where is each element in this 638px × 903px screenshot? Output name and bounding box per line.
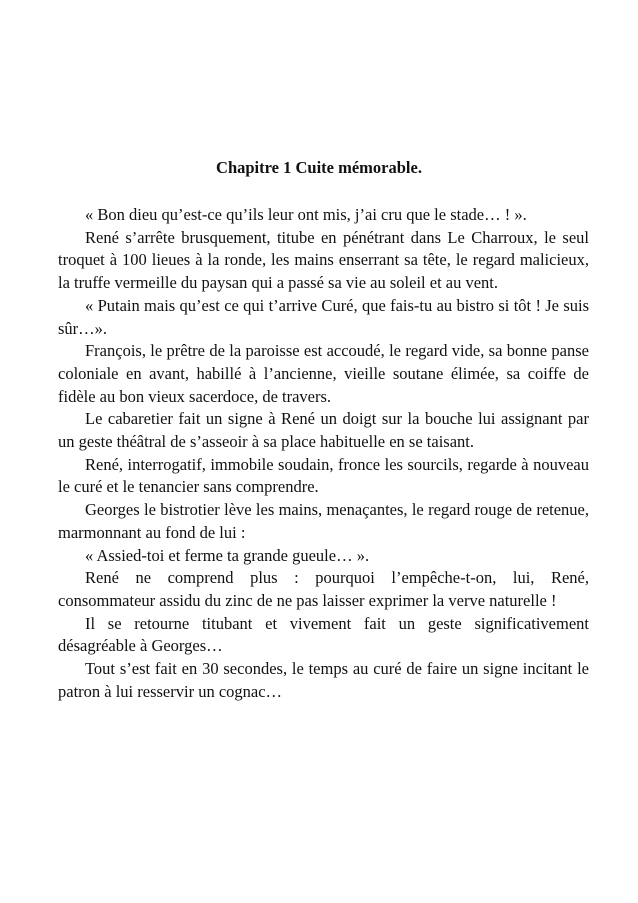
paragraph: René s’arrête brusquement, titube en pénétrant dans Le Charroux, le seul troquet à 100 lieues à la ronde, les mains enserrant sa tête, le regard malicieux, la truffe vermeille du paysan qui a passé sa vie au soleil et au vent. xyxy=(58,227,589,293)
chapter-body xyxy=(58,204,589,703)
paragraph: René ne comprend plus : pourquoi l’empêche-t-on, lui, René, consommateur assidu du zinc de ne pas laisser exprimer la verve naturelle ! xyxy=(58,568,589,610)
paragraph: François, le prêtre de la paroisse est accoudé, le regard vide, sa bonne panse coloniale en avant, habillé à l’ancienne, vieille soutane élimée, sa coiffe de fidèle au bon vieux sacerdoce, de travers. xyxy=(58,341,589,406)
paragraph: « Putain mais qu’est ce qui t’arrive Curé, que fais-tu au bistro si tôt ! Je suis sûr…». xyxy=(58,295,589,338)
paragraph: Georges le bistrotier lève les mains, menaçantes, le regard rouge de retenue, marmonnant au fond de lui : xyxy=(58,500,589,542)
paragraph: Tout s’est fait en 30 secondes, le temps au curé de faire un signe incitant le patron à lui resservir un cognac… xyxy=(58,659,589,701)
paragraph: « Assied-toi et ferme ta grande gueule… ». xyxy=(85,545,370,565)
paragraph: René, interrogatif, immobile soudain, fronce les sourcils, regarde à nouveau le curé et le tenancier sans comprendre. xyxy=(58,454,589,497)
paragraph: Le cabaretier fait un signe à René un doigt sur la bouche lui assignant par un geste théâtral de s’asseoir à sa place habituelle en se taisant. xyxy=(58,409,589,452)
chapter-title: Chapitre 1 Cuite mémorable. xyxy=(216,158,422,177)
paragraph: Il se retourne titubant et vivement fait un geste significativement désagréable à Georges… xyxy=(58,613,589,656)
paragraph: « Bon dieu qu’est-ce qu’ils leur ont mis, j’ai cru que le stade… ! ». xyxy=(85,205,527,224)
